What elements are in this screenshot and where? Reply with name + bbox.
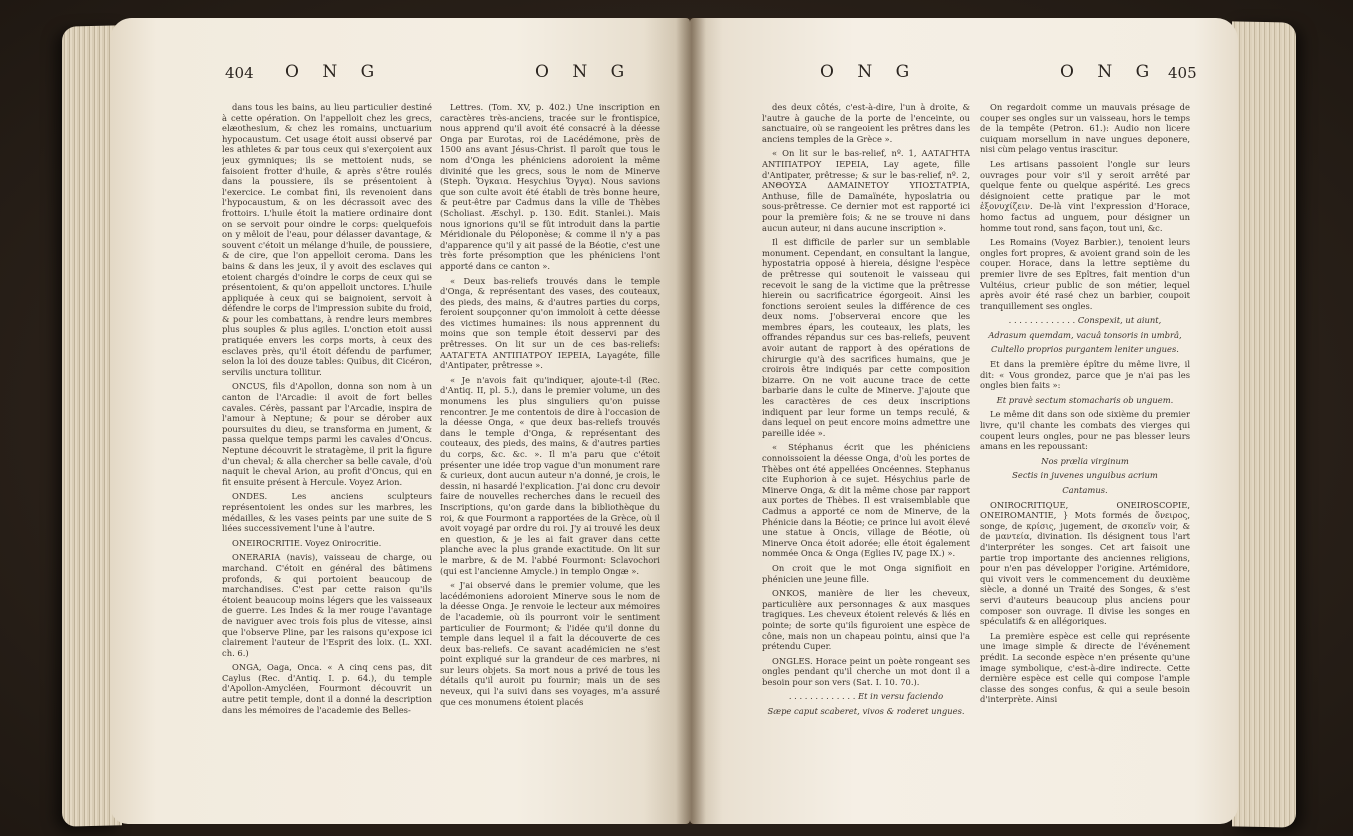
right-column-2 xyxy=(980,102,1190,824)
paragraph: « On lit sur le bas-relief, nº. 1, ΑΑΤΑΓΗΤΑ ΑΝΤΙΠΑΤΡΟΥ ΙΕΡΕΙΑ, Lay agete, fille d'Antipater, prêtresse; & sur le bas-relief, nº. 2, ΑΝΘΟΥΣΑ ΔΑΜΑΙΝΕΤΟΥ ΥΠΟΣΤΑΤΡΙΑ, Anthuse, fille de Damaïnéte, hyposlatria ou sous-prêtresse. Ce dernier mot est rapporté ici pour la première fois; & ne se trouve ni dans aucun auteur, ni dans aucune inscription ». xyxy=(762,148,970,233)
paragraph: Les Romains (Voyez Barbier.), tenoient leurs ongles fort propres, & avoient grand soin de les couper. Horace, dans la lettre septième du premier livre de ses Epîtres, fait mention d'un Vultéius, crieur public de son métier, lequel après avoir été rasé chez un barbier, coupoit tranquillement ses ongles. xyxy=(980,237,1190,311)
paragraph: Les artisans passoient l'ongle sur leurs ouvrages pour voir s'il y seroit arrêté par quelque fente ou quelque aspérité. Les grecs désignoient cette pratique par le mot ἐξονυχίζειν. De-là vint l'expression d'Horace, homo factus ad unguem, pour désigner un homme tout rond, sans façon, tout uni, &c. xyxy=(980,158,1190,233)
left-column-2 xyxy=(440,102,660,824)
paragraph: « J'ai observé dans le premier volume, que les lacédémoniens adoroient Minerve sous le nom de la déesse Onga. Je renvoie le lecteur aux mémoires de l'academie, où ils pourront voir le sentiment particulier de Fourmont; & l'idée qu'il donne du temple dans lequel il a fait la découverte de ces deux bas-reliefs. Ce savant académicien ne s'est point expliqué sur la grandeur de ces marbres, ni sur leurs objets. Sa mort nous a privé de tous les détails qu'il auroit pu fournir; mais un de ses neveux, qui l'a suivi dans ses voyages, m'a assuré que ces monumens étoient placés xyxy=(440,580,660,707)
paragraph: ONGLES. Horace peint un poète rongeant ses ongles pendant qu'il cherche un mot dont il a besoin pour son vers (Sat. I. 10. 70.). xyxy=(762,655,970,687)
paragraph: des deux côtés, c'est-à-dire, l'un à droite, & l'autre à gauche de la porte de l'enceinte, ou sanctuaire, où se rangeoient les prêtres dans les anciens temples de la Grèce ». xyxy=(762,102,970,144)
paragraph: Adrasum quemdam, vacuâ tonsoris in umbrâ, xyxy=(988,329,1182,340)
paragraph: ONGA, Oaga, Onca. « A cinq cens pas, dit Caylus (Rec. d'Antiq. I. p. 64.), du temple d'Apollon-Amycléen, Fourmont découvrit un autre petit temple, dont il a donné la description dans les mémoires de l'academie des Belles- xyxy=(222,662,432,715)
right-page xyxy=(690,18,1238,824)
right-running-head xyxy=(760,62,1220,92)
paragraph: Lettres. (Tom. XV, p. 402.) Une inscription en caractères très-anciens, tracée sur le frontispice, nous apprend qu'il avoit été consacré à la déesse Onga par Eurotas, roi de Lacédémone, près de 1500 ans avant Jésus-Christ. Il paroît que tous le nom d'Onga les phéniciens adoroient la même divinité que les grecs, sous le nom de Minerve (Steph. Ὄγκαια. Hesychius Ὄγγα). Nous savions que son culte avoit été établi de très bonne heure, & peut-être par Cadmus dans la ville de Thèbes (Scholiast. Æschyl. p. 130. Edit. Stanlei.). Mais nous ignorions qu'il se fût introduit dans la partie Méridionale du Péloponèse; & comme il n'y a pas d'apparence qu'il y ait passé de la Béotie, c'est une très forte présomption que les phéniciens l'ont apporté dans ce canton ». xyxy=(440,102,660,271)
paragraph: Et pravè sectum stomacharis ob unguem. xyxy=(996,394,1174,405)
paragraph: ONERARIA (navis), vaisseau de charge, ou marchand. C'étoit en général des bâtimens profonds, & qui portoient beaucoup de marchandises. C'est par cette raison qu'ils étoient beaucoup moins légers que les vaisseaux de guerre. Les Indes & la mer rouge l'avantage de naviguer avec trois fois plus de vitesse, ainsi que l'observe Pline, par les raisons qu'expose ici clairement l'auteur de l'Esprit des loix. (L. XXI. ch. 6.) xyxy=(222,552,432,658)
paragraph: ONEIROCRITIE. Voyez Onirocritie. xyxy=(232,537,382,548)
paragraph: ONKOS, manière de lier les cheveux, particulière aux personnages & aux masques tragiques. Les cheveux étoient relevés & liés en pointe; de sorte qu'ils figuroient une espèce de cône, mais non un chapeau pointu, ainsi que l'a prétendu Cuper. xyxy=(762,588,970,652)
paragraph: . . . . . . . . . . . . . Et in versu faciendo xyxy=(788,691,944,702)
left-head-word-2: O N G xyxy=(535,62,634,82)
right-page-number: 405 xyxy=(1168,64,1197,82)
paragraph: ONDES. Les anciens sculpteurs représentoient les ondes sur les marbres, les médailles, & les vases peints par une suite de S liées successivement l'une à l'autre. xyxy=(222,491,432,534)
left-page xyxy=(110,18,690,824)
left-page-number: 404 xyxy=(225,64,254,82)
paragraph: dans tous les bains, au lieu particulier destiné à cette opération. On l'appelloit chez les grecs, elæothesium, & chez les romains, unctuarium hypocaustum. Cet usage étoit aussi observé par les athletes & par tous ceux qui s'exerçoient aux jeux gymniques; ils se mettoient nuds, se faisoient frotter d'huile, & après s'être roulés dans la poussiere, ils se présentoient à l'exercice. Le combat fini, ils revenoient dans l'hypocaustum, & on les décrassoit avec des frottoirs. L'huile étoit la matiere ordinaire dont on se servoit pour oindre le corps: quelquefois on y mêloit de l'eau, pour délasser davantage, & souvent c'étoit un mélange d'huile, de poussiere, & de cire, que l'on appelloit ceroma. Dans les bains & dans les jeux, il y avoit des esclaves qui etoient chargés d'oindre le corps de ceux qui se présentoient, & qu'on appelloit unctores. L'huile appliquée à ceux qui se baignoient, servoit à défendre le corps de l'impression subite du froid, & pour les combattans, à rendre leurs membres plus souples & plus agiles. L'onction etoit aussi pratiquée envers les corps morts, à ceux des esclaves près, qu'il étoit défendu de parfumer, selon la loi des douze tables: Quibus, dit Cicéron, servilis unctura tollitur. xyxy=(222,102,432,377)
paragraph: Le même dit dans son ode sixième du premier livre, qu'il chante les combats des vierges qui coupent leurs ongles, pour ne pas blesser leurs amans en les repoussant: xyxy=(980,409,1190,452)
paragraph: La première espèce est celle qui représente une image simple & directe de l'événement prédit. La seconde espèce n'en présente qu'une image symbolique, c'est-à-dire indirecte. Cette dernière espèce est celle qui compose l'ample classe des songes confus, & qui a seule besoin d'interprète. Ainsi xyxy=(980,630,1190,705)
paragraph: Cultello proprios purgantem leniter ungues. xyxy=(991,344,1179,355)
paragraph: « Deux bas-reliefs trouvés dans le temple d'Onga, & représentant des vases, des couteaux, des pieds, des mains, & d'autres parties du corps, feroient soupçonner qu'on immoloit à cette déesse des victimes humaines: ils nous apprennent du moins que son temple étoit desservi par des prêtresses. On lit sur un de ces bas-reliefs: ΑΑΤΑΓΕΤΑ ΑΝΤΙΠΑΤΡΟΥ ΙΕΡΕΙΑ, Laγagéte, fille d'Antipater, prêtresse ». xyxy=(440,275,660,371)
right-head-word-1: O N G xyxy=(820,62,919,82)
left-column-1 xyxy=(222,102,432,824)
paragraph: Et dans la première épître du même livre, il dit: « Vous grondez, parce que je n'ai pas les ongles bien faits »: xyxy=(980,359,1190,391)
left-running-head xyxy=(225,62,645,92)
right-column-1 xyxy=(762,102,970,824)
paragraph: Sectis in juvenes unguibus acrium xyxy=(1012,470,1158,481)
right-head-word-2: O N G xyxy=(1060,62,1159,82)
paragraph: . . . . . . . . . . . . . Conspexit, ut aiunt, xyxy=(1008,315,1162,326)
paragraph: Il est difficile de parler sur un semblable monument. Cependant, en consultant la langue, hypostatria opposé à hiereia, désigne l'espèce de prêtresse qui soutenoit le vaisseau qui recevoit le sang de la victime que la prêtresse hierein ou sacrificatrice égorgeoit. Ainsi les fonctions seroient seules la différence de ces deux noms. J'observerai encore que les membres épars, les couteaux, les plats, les offrandes répandus sur ces bas-reliefs, peuvent avoir autant de rapport à des opérations de chirurgie qu'à des sacrifices humains, que je croirois être indiqués par cette composition bizarre. On ne voit aucune trace de cette barbarie dans le culte de Minerve. J'ajoute que les caractères de ces deux inscriptions indiquent par leur forme un temps reculé, & dans lequel on peut encore moins admettre une pareille idée ». xyxy=(762,237,970,438)
book-gutter xyxy=(676,18,706,824)
paragraph: « Je n'avois fait qu'indiquer, ajoute-t-il (Rec. d'Antiq. II, pl. 5.), dans le premier volume, un des monumens les plus singuliers qu'on puisse rencontrer. Je me contentois de dire à l'occasion de la déesse Onga, « que deux bas-reliefs trouvés dans le temple d'Onga, & représentant des couteaux, des pieds, des mains, & d'autres parties du corps, &c. &c. ». Il m'a paru que c'étoit présenter une idée trop vague d'un monument rare & curieux, dont aucun auteur n'a donné, je crois, le dessin, ni hasardé l'explication. J'ai donc cru devoir faire de nouvelles recherches dans le recueil des Inscriptions, qu'on garde dans la bibliothèque du roi, & que Fourmont a rapportées de la Grèce, où il avoit voyagé par ordre du roi. J'y ai trouvé les deux en question, & je les ai fait graver dans cette planche avec la plus grande exactitude. On lit sur le marbre, & de M. l'abbé Fourmont: Sclavochori (qui est l'ancienne Amycle.) in templo Ongæ ». xyxy=(440,374,660,576)
right-page-stack xyxy=(1232,21,1296,827)
paragraph: On croit que le mot Onga signifioit en phénicien une jeune fille. xyxy=(762,562,970,584)
paragraph: « Stéphanus écrit que les phéniciens connoissoient la déesse Onga, d'où les portes de Thèbes ont été appellées Oncéennes. Stephanus cite Euphorion à ce sujet. Hésychius parle de Minerve Onga, & dit la même chose par rapport aux portes de Thèbes. Il est vraisemblable que Cadmus a apporté ce nom de Minerve, de la Phénicie dans la Béotie; ce prince lui avoit élevé une statue à Oncis, village de Béotie, où Minerve Onca étoit adorée; elle étoit également nommée Onca & Onga (Eglies IV, page IX.) ». xyxy=(762,442,970,559)
left-head-word-1: O N G xyxy=(285,62,384,82)
paragraph: ONCUS, fils d'Apollon, donna son nom à un canton de l'Arcadie: il avoit de fort belles cavales. Cérès, passant par l'Arcadie, inspira de l'amour à Neptune; & pour se dérober aux poursuites du dieu, se transforma en jument, & passa quelque temps parmi les cavales d'Oncus. Neptune découvrit le stratagème, il prit la figure d'un cheval; & alla chercher sa belle cavale, d'où naquit le cheval Arion, au profit d'Oncus, qui en fit ensuite présent à Hercule. Voyez Arion. xyxy=(222,381,432,487)
paragraph: Cantamus. xyxy=(1062,485,1108,495)
paragraph: ONIROCRITIQUE, ONEIROSCOPIE, ONEIROMANTIE, } Mots formés de ὄνειρος, songe, de κρίσις, jugement, de σκοπεῖν voir, & de μαντεία, divination. Ils désignent tous l'art d'interpréter les songes. Cet art faisoit une partie trop importante des anciennes religions, pour n'en pas développer l'origine. Artémidore, qui vivoit vers le commencement du deuxième siècle, a donné un Traité des Songes, & s'est servi d'auteurs beaucoup plus anciens pour composer son ouvrage. Il divise les songes en spéculatifs & en allégoriques. xyxy=(980,499,1190,627)
paragraph: Sæpe caput scaberet, vivos & roderet ungues. xyxy=(767,706,965,717)
paragraph: Nos prælia virginum xyxy=(1041,455,1129,466)
paragraph: On regardoit comme un mauvais présage de couper ses ongles sur un vaisseau, hors le temps de la tempête (Petron. 61.): Audio non licere cuiquam morsellum in nave ungues deponere, nisi cùm pelago ventus irascitur. xyxy=(980,102,1190,155)
